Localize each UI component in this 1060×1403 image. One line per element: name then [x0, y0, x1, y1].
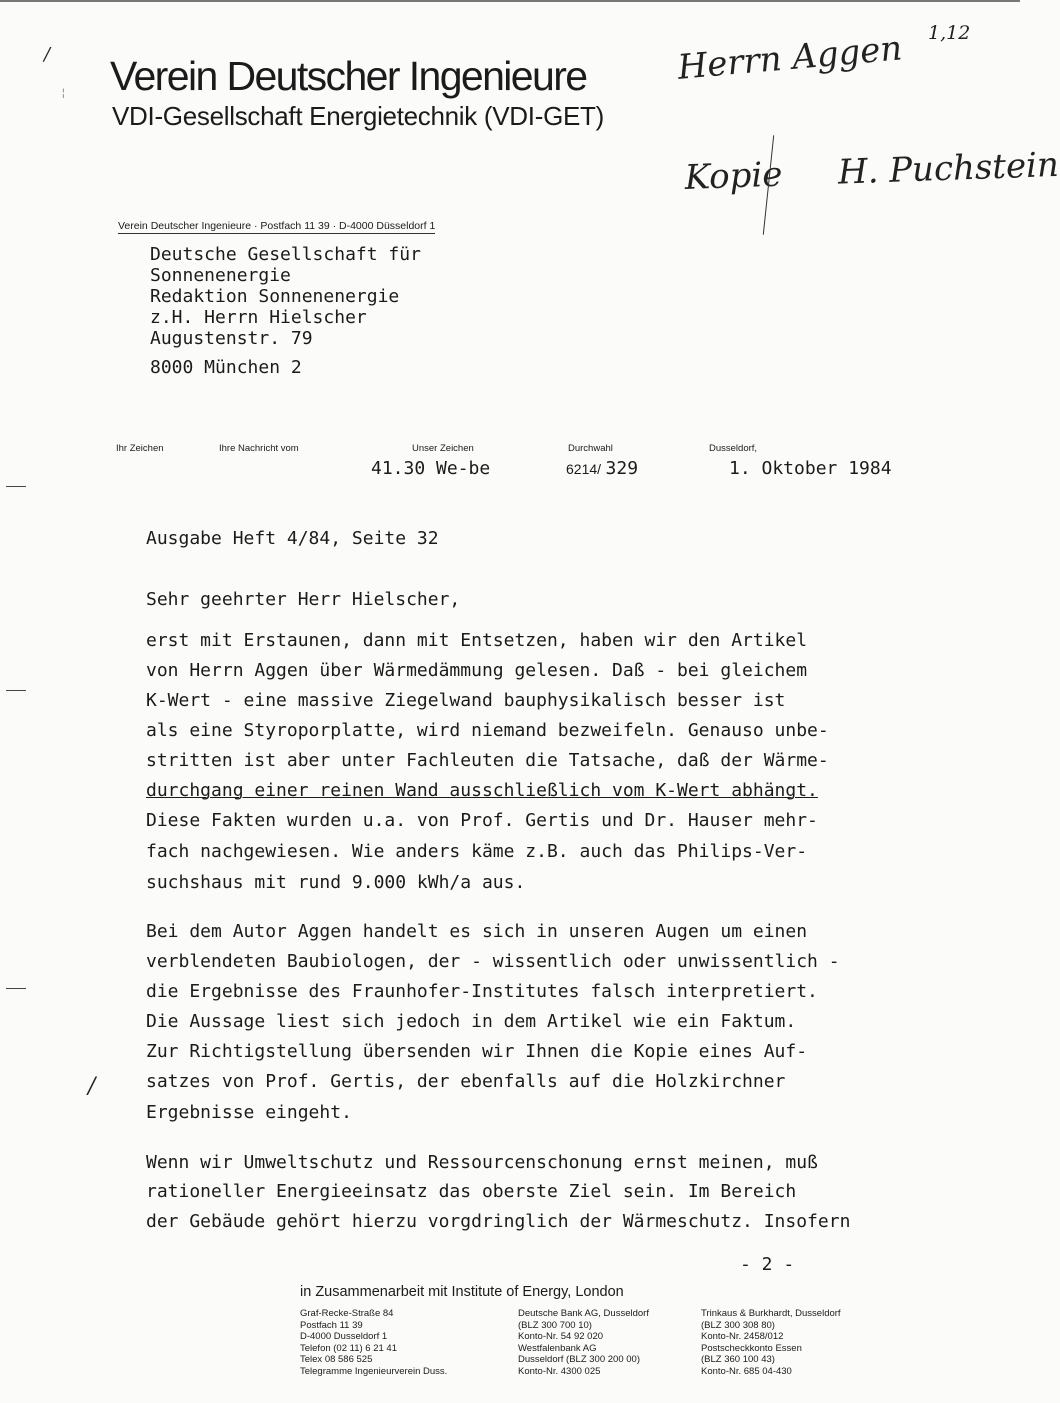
recipient-line: Sonnenenergie	[150, 265, 291, 286]
body-line: suchshaus mit rund 9.000 kWh/a aus.	[146, 872, 526, 893]
recipient-line: z.H. Herrn Hielscher	[150, 307, 367, 328]
body-line: rationeller Energieeinsatz das oberste Ziel sein. Im Bereich	[146, 1181, 797, 1202]
margin-fold-mark	[6, 486, 26, 487]
recipient-line: Augustenstr. 79	[150, 328, 313, 349]
footer-line: Konto-Nr. 4300 025	[518, 1365, 601, 1377]
footer-line: Telefon (02 11) 6 21 41	[300, 1342, 398, 1354]
body-line: erst mit Erstaunen, dann mit Entsetzen, haben wir den Artikel	[146, 630, 808, 651]
unser-zeichen-label: Unser Zeichen	[412, 443, 474, 454]
body-line: stritten ist aber unter Fachleuten die Tatsache, daß der Wärme-	[146, 750, 829, 771]
org-name: Verein Deutscher Ingenieure	[110, 53, 587, 99]
footer-line: Deutsche Bank AG, Dusseldorf	[518, 1308, 649, 1319]
handwritten-recipient-note: Herrn Aggen	[676, 28, 904, 88]
footer-bank-column	[518, 1308, 649, 1378]
footer-line: Graf-Recke-Straße 84	[300, 1308, 394, 1319]
handwritten-copy-recipient: H. Puchstein	[837, 144, 1060, 193]
footer-line: Westfalenbank AG	[518, 1342, 597, 1354]
footer-line: Trinkaus & Burkhardt, Dusseldorf	[701, 1308, 841, 1319]
body-line-underlined: durchgang einer reinen Wand ausschließlich vom K-Wert abhängt.	[146, 780, 818, 801]
body-line: von Herrn Aggen über Wärmedämmung gelesen. Daß - bei gleichem	[146, 660, 808, 681]
footer-line: Postfach 11 39	[300, 1319, 363, 1331]
body-line: K-Wert - eine massive Ziegelwand bauphysikalisch besser ist	[146, 690, 786, 711]
body-line: Diese Fakten wurden u.a. von Prof. Gertis und Dr. Hauser mehr-	[146, 810, 818, 831]
durchwahl-extension: 329	[605, 458, 639, 479]
body-line: Bei dem Autor Aggen handelt es sich in unseren Augen um einen	[146, 921, 808, 942]
ihre-nachricht-label: Ihre Nachricht vom	[219, 443, 299, 454]
handwritten-copy-label: Kopie	[684, 154, 784, 198]
body-line: als eine Styroporplatte, wird niemand bezweifeln. Genauso unbe-	[146, 720, 829, 741]
body-line: Die Aussage liest sich jedoch in dem Artikel wie ein Faktum.	[146, 1011, 797, 1032]
sender-return-address: Verein Deutscher Ingenieure · Postfach 11 39 · D-4000 Düsseldorf 1	[118, 220, 436, 232]
body-line: verblendeten Baubiologen, der - wissentlich oder unwissentlich -	[146, 951, 840, 972]
body-line: die Ergebnisse des Fraunhofer-Institutes falsch interpretiert.	[146, 981, 818, 1002]
margin-fold-mark	[6, 690, 26, 691]
footer-cooperation-note: in Zusammenarbeit mit Institute of Energy, London	[300, 1284, 624, 1300]
letter-date: 1. Oktober 1984	[729, 458, 892, 479]
unser-zeichen-value: 41.30 We-be	[371, 458, 491, 479]
durchwahl-value	[566, 458, 638, 479]
durchwahl-label: Durchwahl	[568, 443, 613, 454]
footer-line: (BLZ 300 700 10)	[518, 1319, 592, 1331]
body-line: der Gebäude gehört hierzu vorgdringlich der Wärmeschutz. Insofern	[146, 1211, 851, 1232]
handwritten-copy-note	[684, 145, 1059, 198]
footer-bank-column-2	[701, 1308, 841, 1378]
footer-line: (BLZ 300 308 80)	[701, 1319, 775, 1331]
punch-hole-mark: ¦	[62, 88, 65, 99]
footer-line: Dusseldorf (BLZ 300 200 00)	[518, 1354, 640, 1366]
corner-tick-mark: /	[44, 44, 51, 65]
place-label: Dusseldorf,	[709, 443, 758, 454]
org-subtitle: VDI-Gesellschaft Energietechnik (VDI-GET)	[112, 101, 604, 131]
body-line: Zur Richtigstellung übersenden wir Ihnen die Kopie eines Auf-	[146, 1041, 808, 1062]
footer-address-column	[300, 1308, 447, 1378]
recipient-line: Deutsche Gesellschaft für	[150, 244, 421, 265]
margin-slash-mark: /	[88, 1074, 96, 1099]
top-edge-rule	[0, 0, 1020, 2]
ihr-zeichen-label: Ihr Zeichen	[116, 443, 164, 454]
footer-line: Konto-Nr. 2458/012	[701, 1331, 784, 1343]
footer-line: (BLZ 360 100 43)	[701, 1354, 775, 1366]
body-line: satzes von Prof. Gertis, der ebenfalls auf die Holzkirchner	[146, 1071, 786, 1092]
footer-line: Telegramme Ingenieurverein Duss.	[300, 1365, 448, 1377]
recipient-line: 8000 München 2	[150, 357, 302, 378]
durchwahl-prefix: 6214/	[566, 461, 602, 477]
subject-line: Ausgabe Heft 4/84, Seite 32	[146, 528, 439, 549]
body-line: fach nachgewiesen. Wie anders käme z.B. auch das Philips-Ver-	[146, 841, 808, 862]
margin-fold-mark	[6, 988, 26, 989]
footer-line: Konto-Nr. 685 04-430	[701, 1365, 792, 1377]
salutation: Sehr geehrter Herr Hielscher,	[146, 589, 461, 610]
footer-line: D-4000 Dusseldorf 1	[300, 1331, 388, 1343]
body-line: Ergebnisse eingeht.	[146, 1102, 352, 1123]
page-number: - 2 -	[740, 1254, 795, 1275]
footer-line: Konto-Nr. 54 92 020	[518, 1331, 604, 1343]
footer-line: Postscheckkonto Essen	[701, 1342, 802, 1354]
handwritten-page-ref: 1,12	[928, 22, 971, 44]
footer-line: Telex 08 586 525	[300, 1354, 373, 1366]
body-line: Wenn wir Umweltschutz und Ressourcenschonung ernst meinen, muß	[146, 1152, 818, 1173]
recipient-line: Redaktion Sonnenenergie	[150, 286, 400, 307]
